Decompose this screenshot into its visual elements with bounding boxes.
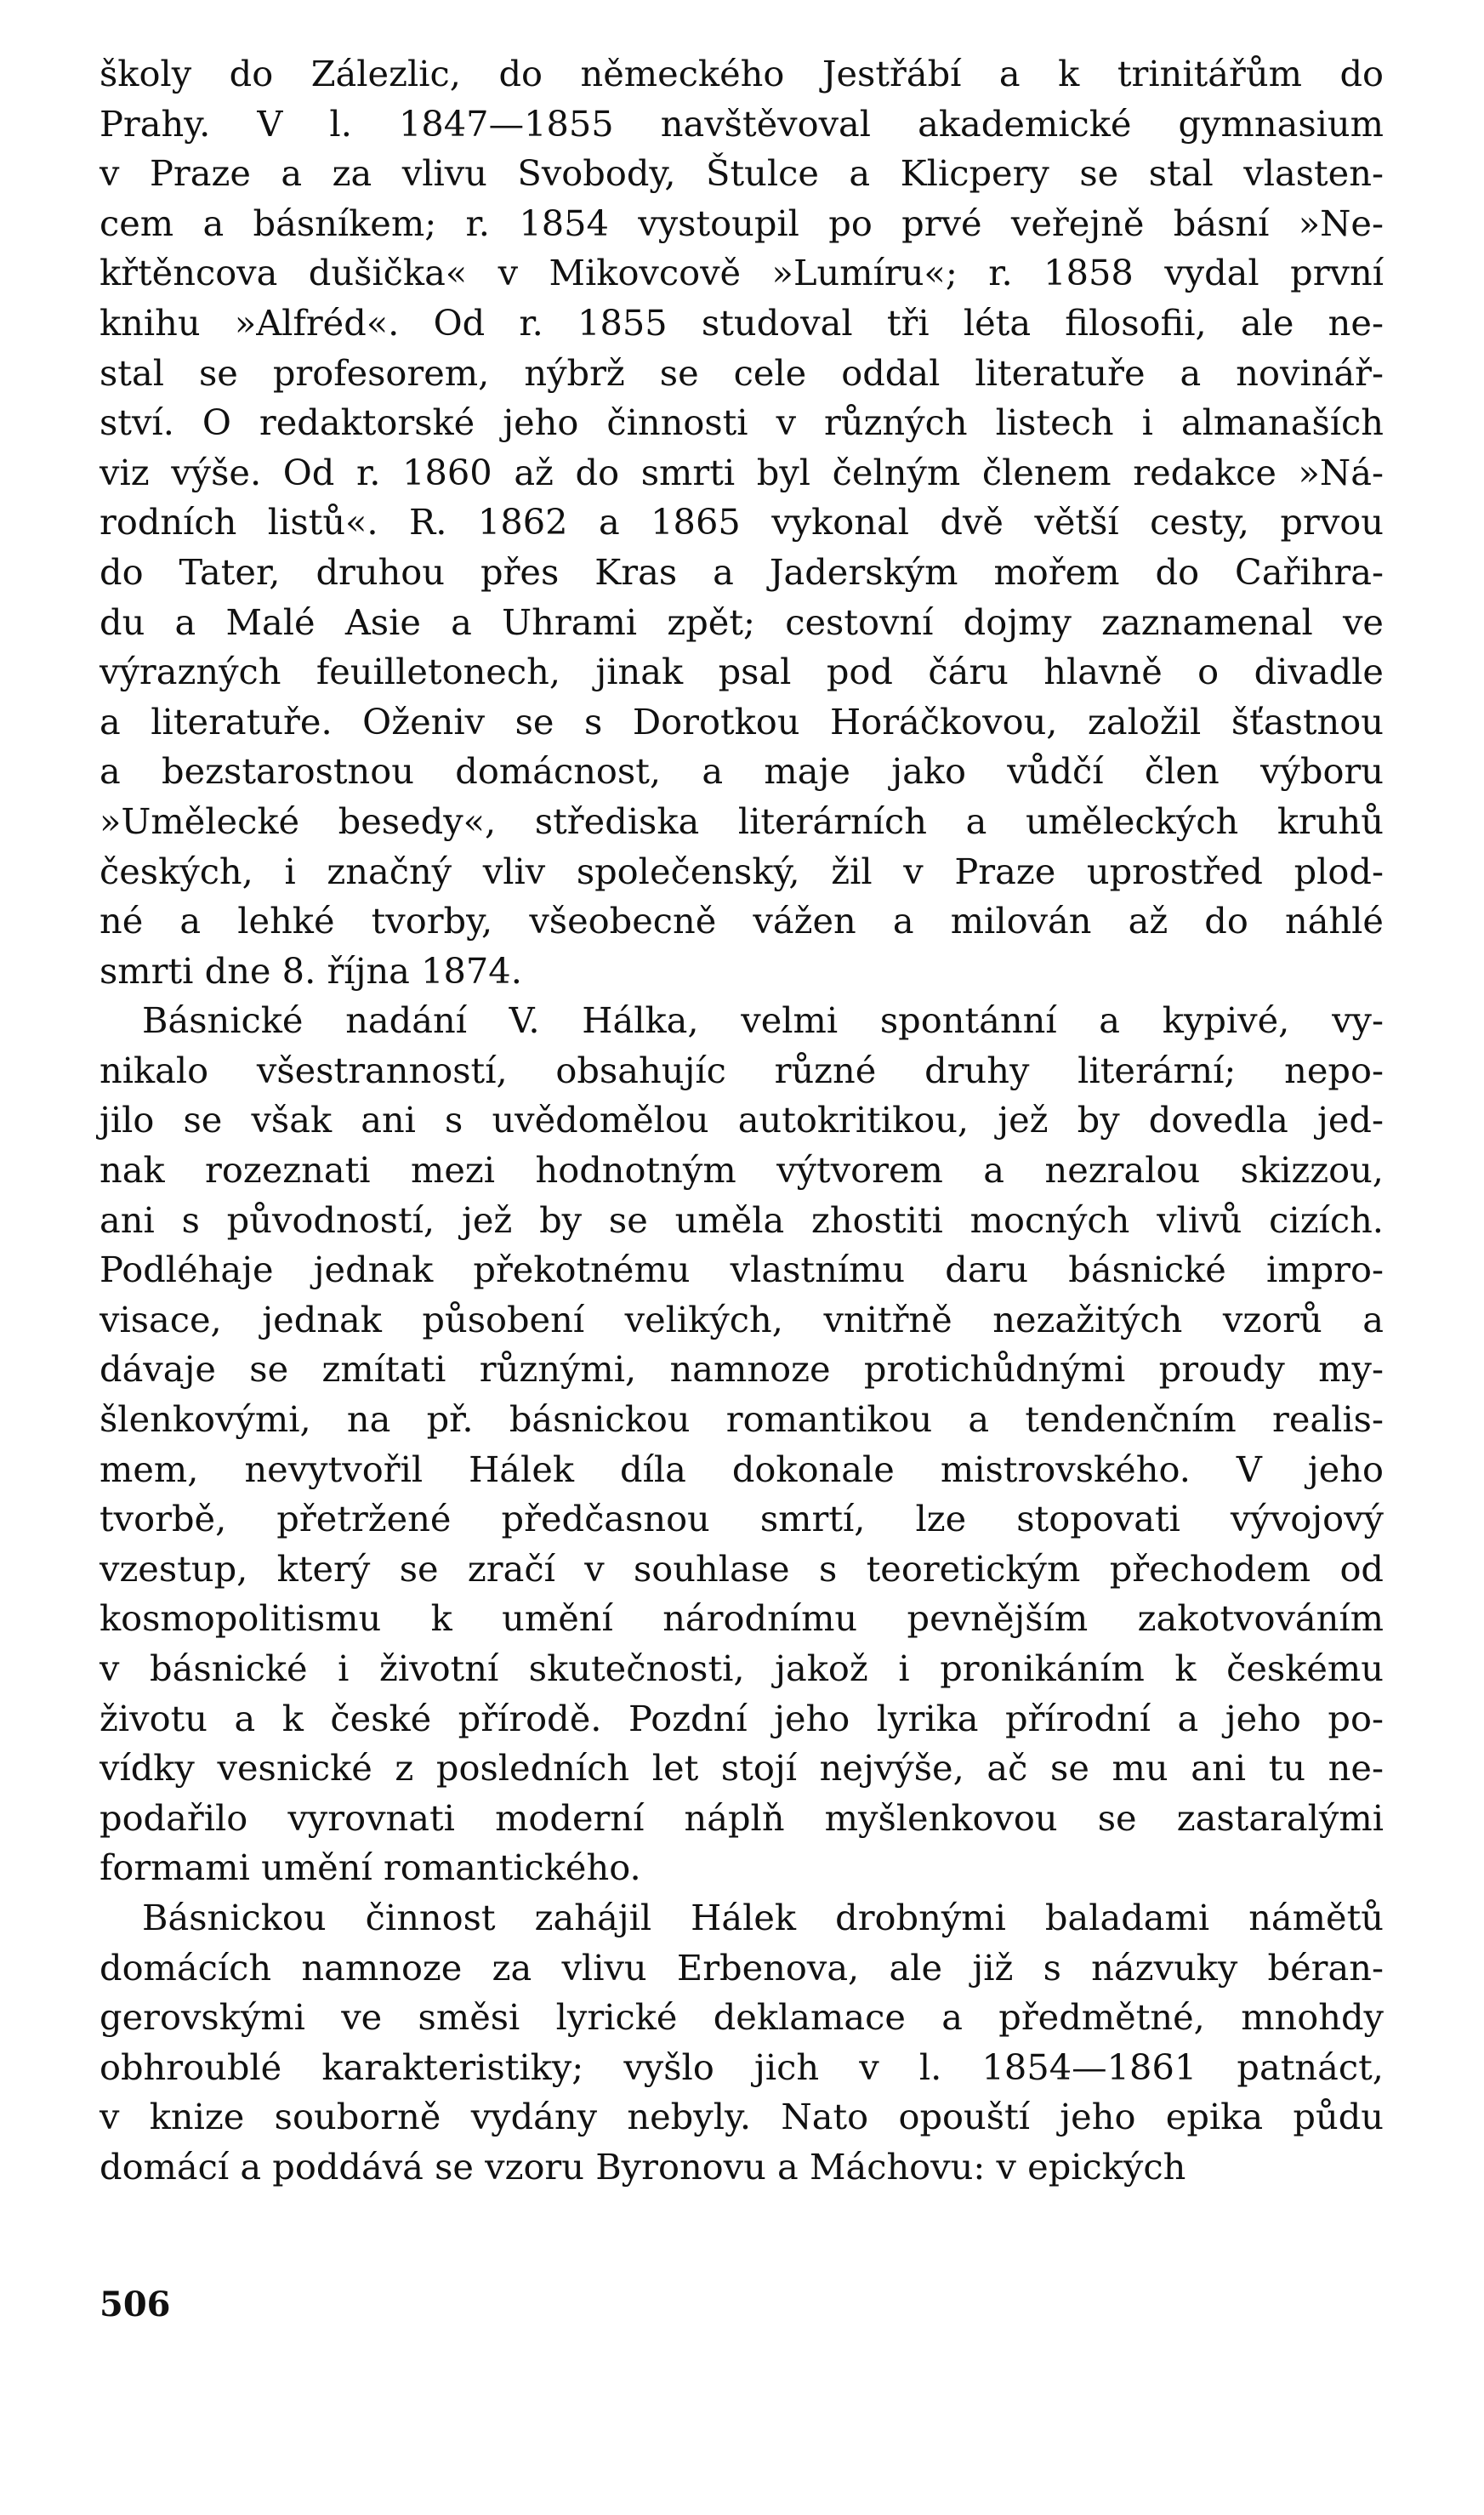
text-line: knihu »Alfréd«. Od r. 1855 studoval tři léta filosofii, ale ne- — [100, 301, 1384, 344]
text-line: v Praze a za vlivu Svobody, Štulce a Klicpery se stal vlasten- — [100, 152, 1384, 195]
text-line: životu a k české přírodě. Pozdní jeho lyrika přírodní a jeho po- — [100, 1697, 1384, 1739]
text-line: smrti dne 8. října 1874. — [100, 949, 522, 992]
text-line: v knize souborně vydány nebyly. Nato opouští jeho epika půdu — [100, 2096, 1384, 2138]
text-line: »Umělecké besedy«, střediska literárních a uměleckých kruhů — [100, 799, 1384, 842]
text-line: kosmopolitismu k umění národnímu pevnějším zakotvováním — [100, 1597, 1384, 1640]
text-line: tvorbě, přetržené předčasnou smrtí, lze stopovati vývojový — [100, 1498, 1384, 1540]
text-line: stal se profesorem, nýbrž se cele oddal literatuře a novinář- — [100, 351, 1384, 394]
text-line: vídky vesnické z posledních let stojí nejvýše, ač se mu ani tu ne- — [100, 1747, 1384, 1790]
text-line: Básnické nadání V. Hálka, velmi spontánní a kypivé, vy- — [142, 999, 1384, 1042]
paragraph — [100, 49, 1384, 996]
text-line: mem, nevytvořil Hálek díla dokonale mistrovského. V jeho — [100, 1448, 1384, 1490]
text-line: rodních listů«. R. 1862 a 1865 vykonal dvě větší cesty, prvou — [100, 501, 1384, 543]
paragraph — [100, 996, 1384, 1893]
text-line: ství. O redaktorské jeho činnosti v různých listech i almanaších — [100, 401, 1384, 444]
text-line: Podléhaje jednak překotnému vlastnímu daru básnické impro- — [100, 1249, 1384, 1291]
text-line: do Tater, druhou přes Kras a Jaderským mořem do Cařihra- — [100, 550, 1384, 593]
text-line: a bezstarostnou domácnost, a maje jako vůdčí člen výboru — [100, 750, 1384, 793]
page-number: 506 — [100, 2285, 171, 2324]
text-line: dávaje se zmítati různými, namnoze protichůdnými proudy my- — [100, 1348, 1384, 1391]
body-text — [100, 49, 1384, 2193]
text-line: podařilo vyrovnati moderní náplň myšlenkovou se zastaralými — [100, 1796, 1384, 1839]
text-line: Prahy. V l. 1847—1855 navštěvoval akademické gymnasium — [100, 102, 1384, 145]
text-line: Básnickou činnost zahájil Hálek drobnými baladami námětů — [142, 1896, 1384, 1938]
text-line: vzestup, který se zračí v souhlase s teoretickým přechodem od — [100, 1547, 1384, 1590]
text-line: a literatuře. Oženiv se s Dorotkou Horáčkovou, založil šťastnou — [100, 700, 1384, 743]
text-line: né a lehké tvorby, všeobecně vážen a milován až do náhlé — [100, 900, 1384, 942]
text-line: nak rozeznati mezi hodnotným výtvorem a nezralou skizzou, — [100, 1149, 1384, 1192]
paragraph — [100, 1893, 1384, 2193]
text-line: šlenkovými, na př. básnickou romantikou a tendenčním realis- — [100, 1398, 1384, 1441]
text-line: du a Malé Asie a Uhrami zpět; cestovní dojmy zaznamenal ve — [100, 600, 1384, 643]
text-line: nikalo všestranností, obsahujíc různé druhy literární; nepo- — [100, 1049, 1384, 1091]
text-line: výrazných feuilletonech, jinak psal pod čáru hlavně o divadle — [100, 651, 1384, 693]
text-line: domácích namnoze za vlivu Erbenova, ale již s názvuky béran- — [100, 1946, 1384, 1989]
text-line: domácí a poddává se vzoru Byronovu a Máchovu: v epických — [100, 2145, 1186, 2188]
text-line: křtěncova dušička« v Mikovcově »Lumíru«; r. 1858 vydal první — [100, 252, 1384, 294]
text-line: v básnické i životní skutečnosti, jakož i pronikáním k českému — [100, 1647, 1384, 1689]
text-line: českých, i značný vliv společenský, žil v Praze uprostřed plod- — [100, 850, 1384, 892]
text-line: cem a básníkem; r. 1854 vystoupil po prvé veřejně básní »Ne- — [100, 202, 1384, 244]
text-line: ani s původností, jež by se uměla zhostiti mocných vlivů cizích. — [100, 1198, 1384, 1241]
text-line: formami umění romantického. — [100, 1846, 641, 1889]
text-line: obhroublé karakteristiky; vyšlo jich v l. 1854—1861 patnáct, — [100, 2046, 1384, 2088]
text-line: školy do Zálezlic, do německého Jestřábí a k trinitářům do — [100, 53, 1384, 94]
text-line: gerovskými ve směsi lyrické deklamace a předmětné, mnohdy — [100, 1996, 1384, 2039]
text-line: viz výše. Od r. 1860 až do smrti byl čelným členem redakce »Ná- — [100, 451, 1384, 493]
text-line: visace, jednak působení velikých, vnitřně nezažitých vzorů a — [100, 1298, 1384, 1340]
text-line: jilo se však ani s uvědomělou autokritikou, jež by dovedla jed- — [100, 1099, 1384, 1141]
